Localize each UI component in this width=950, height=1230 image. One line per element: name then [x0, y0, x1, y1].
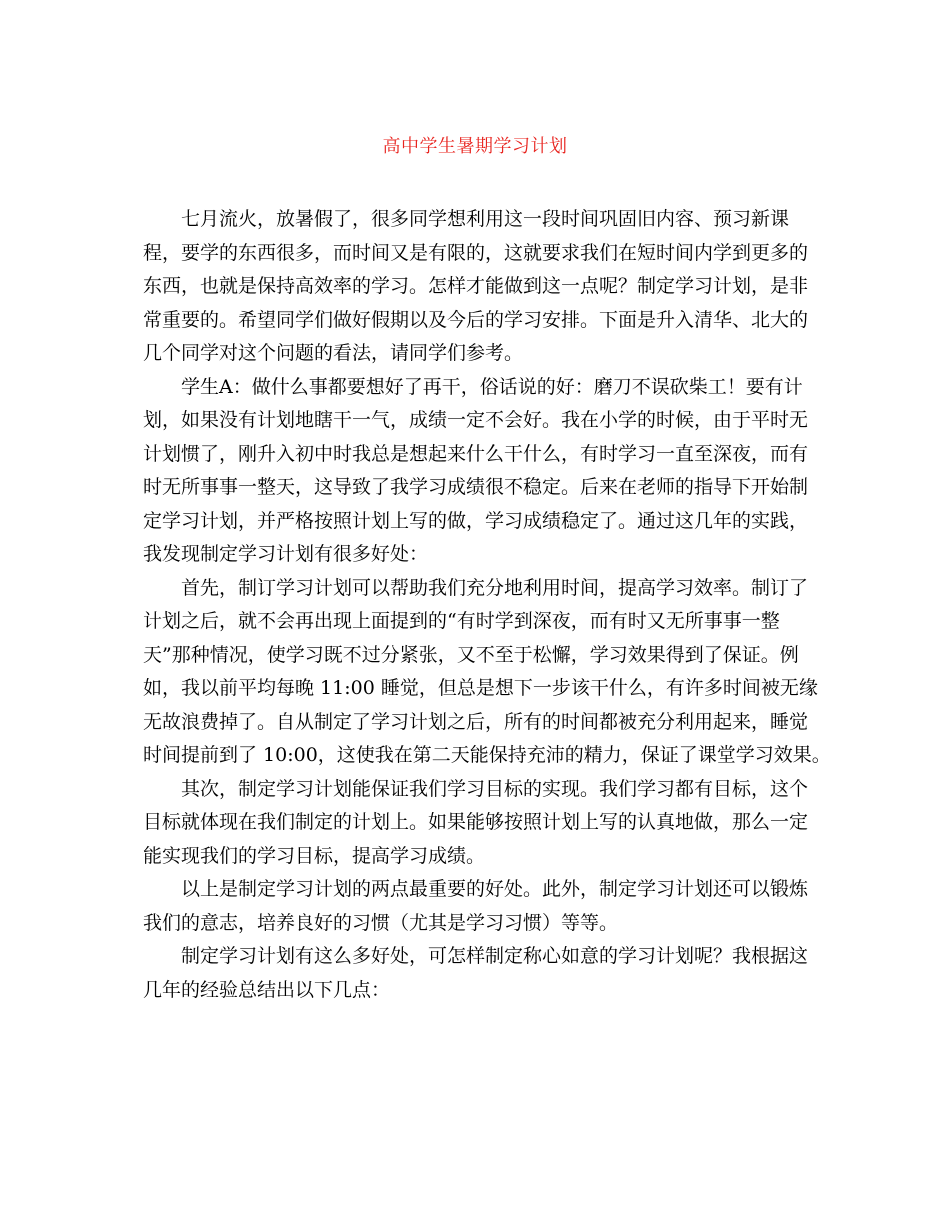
- paragraph-4: [143, 773, 809, 874]
- text-line: 我发现制定学习计划有很多好处：: [143, 543, 429, 565]
- text-line: 目标就体现在我们制定的计划上。如果能够按照计划上写的认真地做，那么一定: [143, 811, 809, 833]
- text-line: 如，我以前平均每晚 11:00 睡觉，但总是想下一步该干什么，有许多时间被无缘: [143, 677, 818, 699]
- document-body: [143, 203, 831, 1007]
- text-line: 能实现我们的学习目标，提高学习成绩。: [143, 844, 486, 867]
- text-line: 划，如果没有计划地瞎干一气，成绩一定不会好。我在小学的时候，由于平时无: [143, 409, 809, 431]
- paragraph-6: [143, 940, 809, 1007]
- text-line: 七月流火，放暑假了，很多同学想利用这一段时间巩固旧内容、预习新课: [181, 208, 790, 230]
- text-line: 首先，制订学习计划可以帮助我们充分地利用时间，提高学习效率。制订了: [181, 576, 809, 599]
- paragraph-2: [143, 371, 809, 572]
- text-line: 常重要的。希望同学们做好假期以及今后的学习安排。下面是升入清华、北大的: [143, 308, 809, 331]
- text-line: 制定学习计划有这么多好处，可怎样制定称心如意的学习计划呢？我根据这: [181, 945, 809, 967]
- paragraph-1: [143, 203, 809, 371]
- text-line: 东西，也就是保持高效率的学习。怎样才能做到这一点呢？制定学习计划，是非: [143, 275, 809, 297]
- text-line: 无故浪费掉了。自从制定了学习计划之后，所有的时间都被充分利用起来，睡觉: [143, 710, 809, 733]
- paragraph-3: [143, 572, 831, 773]
- text-line: 天”那种情况，使学习既不过分紧张，又不至于松懈，学习效果得到了保证。例: [143, 643, 799, 666]
- text-line: 几个同学对这个问题的看法，请同学们参考。: [143, 342, 524, 364]
- text-line: 我们的意志，培养良好的习惯（尤其是学习习惯）等等。: [143, 911, 619, 934]
- text-line: 以上是制定学习计划的两点最重要的好处。此外，制定学习计划还可以锻炼: [181, 878, 809, 900]
- text-line: 学生A：做什么事都要想好了再干，俗话说的好：磨刀不误砍柴工！要有计: [181, 375, 803, 398]
- text-line: 时无所事事一整天，这导致了我学习成绩很不稳定。后来在老师的指导下开始制: [143, 476, 809, 498]
- text-line: 几年的经验总结出以下几点：: [143, 978, 391, 1001]
- document-title: 高中学生暑期学习计划: [382, 136, 568, 157]
- text-line: 其次，制定学习计划能保证我们学习目标的实现。我们学习都有目标，这个: [181, 777, 809, 800]
- text-line: 定学习计划，并严格按照计划上写的做，学习成绩稳定了。通过这几年的实践，: [143, 509, 809, 532]
- text-line: 计划惯了，刚升入初中时我总是想起来什么干什么，有时学习一直至深夜，而有: [143, 442, 809, 465]
- text-line: 时间提前到了 10:00，这使我在第二天能保持充沛的精力，保证了课堂学习效果。: [143, 744, 831, 766]
- text-line: 计划之后，就不会再出现上面提到的“有时学到深夜，而有时又无所事事一整: [143, 610, 780, 632]
- text-line: 程，要学的东西很多，而时间又是有限的，这就要求我们在短时间内学到更多的: [143, 241, 809, 264]
- paragraph-5: [143, 873, 809, 940]
